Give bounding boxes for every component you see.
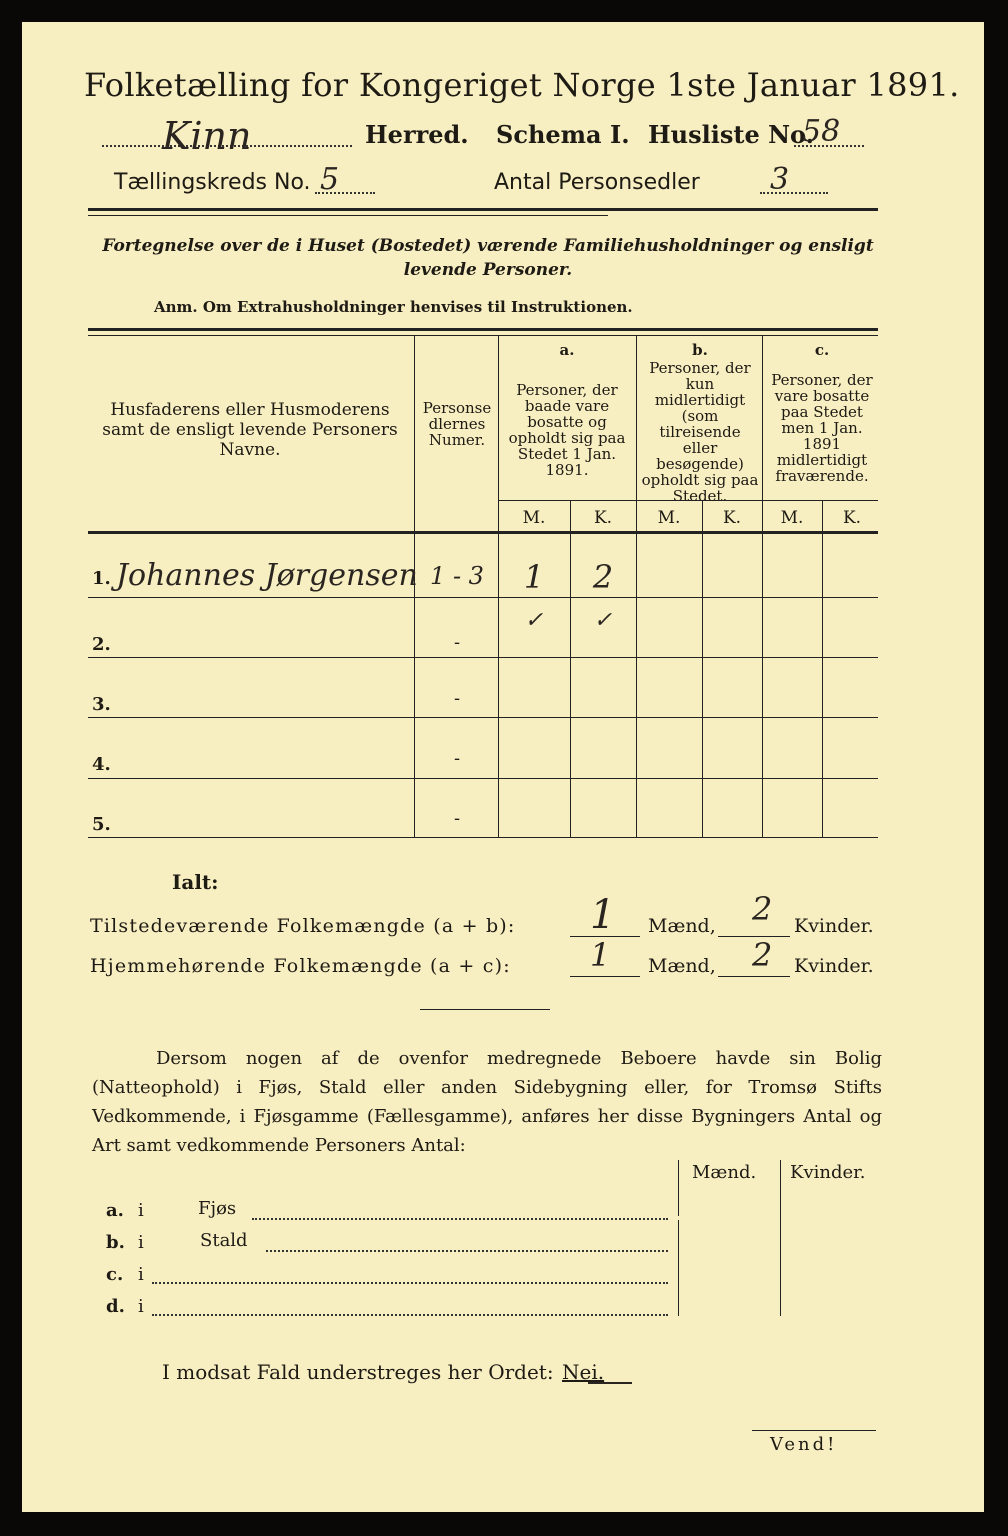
- col-name-header: Husfaderens eller Husmoderens samt de ensligt levende Personers Navne.: [102, 400, 398, 460]
- buildings-text: Dersom nogen af de ovenfor medregnede Beboere havde sin Bolig (Natteophold) i Fjøs, Stald eller anden Sidebygning eller, for Tromsø Stifts Vedkommende, i Fjøsgamme (Fællesgamme), anføres her disse Bygningers Antal og Art samt vedkommende Personers Antal:: [92, 1048, 882, 1156]
- table-header-bottom-rule: [88, 531, 878, 534]
- col-sep-2: [498, 335, 499, 837]
- vend-text: Vend!: [770, 1434, 838, 1455]
- building-b-dots: [266, 1250, 668, 1252]
- antal-label: Antal Personsedler: [494, 170, 700, 195]
- husliste-label: Husliste No.: [648, 120, 814, 149]
- b-m-header: M.: [657, 508, 681, 528]
- building-d-letter: d.: [106, 1296, 125, 1317]
- buildings-sep-1: [678, 1160, 679, 1216]
- row-4-rule: [88, 778, 878, 779]
- building-a-i: i: [138, 1200, 144, 1221]
- schema-label: Schema I.: [496, 120, 630, 149]
- building-a-label: Fjøs: [198, 1198, 237, 1219]
- totals-line-1-k: 2: [752, 890, 773, 928]
- kreds-value: 5: [320, 162, 340, 197]
- building-d-i: i: [138, 1296, 144, 1317]
- row-5-rule: [88, 837, 878, 838]
- totals-line-2-m: 1: [590, 936, 611, 974]
- section-divider: [420, 1009, 550, 1010]
- totals-line-1-maend: Mænd,: [648, 915, 716, 937]
- kreds-label: Tællingskreds No.: [114, 170, 311, 195]
- row-4-num: -: [453, 748, 461, 769]
- col-sep-3: [636, 335, 637, 837]
- building-c-dots: [152, 1282, 668, 1284]
- totals-line-2-kvinder: Kvinder.: [794, 955, 874, 977]
- col-a-header: Personer, der baade vare bosatte og opholdt sig paa Stedet 1 Jan. 1891.: [508, 381, 626, 479]
- row-5-num: -: [453, 808, 461, 829]
- intro-note: Anm. Om Extrahusholdninger henvises til Instruktionen.: [154, 298, 633, 316]
- row-3-number: 3.: [92, 694, 111, 715]
- row-1-a-k: 2: [592, 558, 614, 596]
- totals-line-1-label: Tilstedeværende Folkemængde (a + b):: [90, 915, 516, 937]
- building-c-i: i: [138, 1264, 144, 1285]
- modsat-text: I modsat Fald understreges her Ordet:: [162, 1360, 554, 1384]
- row-2-a-k: ✓: [593, 608, 613, 633]
- husliste-value: 58: [802, 114, 841, 149]
- row-1-name: Johannes Jørgensen: [116, 558, 418, 593]
- totals-line-1-kvinder: Kvinder.: [794, 915, 874, 937]
- a-k-header: K.: [593, 508, 613, 528]
- row-2-num: -: [453, 632, 461, 653]
- table-top-rule-thin: [88, 335, 878, 336]
- census-form: [22, 22, 984, 1512]
- mk-rule: [498, 500, 878, 501]
- building-b-i: i: [138, 1232, 144, 1253]
- nei-underline-stroke: [588, 1382, 632, 1384]
- col-a-letter: a.: [559, 341, 575, 359]
- col-sep-4: [762, 335, 763, 837]
- line2-m-blank: [570, 976, 640, 977]
- c-m-header: M.: [780, 508, 804, 528]
- building-b-letter: b.: [106, 1232, 125, 1253]
- col-b-header: Personer, der kun midlertidigt (som tilreisende eller besøgende) opholdt sig paa Stedet.: [641, 359, 759, 505]
- building-b-end: [678, 1230, 679, 1316]
- building-a-letter: a.: [106, 1200, 124, 1221]
- row-3-rule: [88, 717, 878, 718]
- vend-rule: [752, 1430, 876, 1431]
- row-4-number: 4.: [92, 754, 111, 775]
- a-m-header: M.: [522, 508, 546, 528]
- col-sep-a-mk: [570, 500, 571, 837]
- ialt-label: Ialt:: [172, 870, 219, 894]
- col-c-header: Personer, der vare bosatte paa Stedet men 1 Jan. 1891 midlertidigt fraværende.: [771, 371, 873, 485]
- antal-value: 3: [770, 162, 790, 197]
- b-k-header: K.: [722, 508, 742, 528]
- col-sep-c-mk: [822, 500, 823, 837]
- row-1-rule: [88, 597, 878, 598]
- header-rule-thin: [88, 215, 608, 216]
- col-c-letter: c.: [814, 341, 830, 359]
- row-2-number: 2.: [92, 634, 111, 655]
- building-c-letter: c.: [106, 1264, 124, 1285]
- building-b-label: Stald: [200, 1230, 248, 1251]
- form-title: Folketælling for Kongeriget Norge 1ste Januar 1891.: [84, 66, 960, 104]
- herred-label: Herred.: [365, 120, 469, 149]
- line2-k-blank: [718, 976, 790, 977]
- row-5-number: 5.: [92, 814, 111, 835]
- buildings-sep-2: [780, 1160, 781, 1316]
- totals-line-2-k: 2: [752, 936, 773, 974]
- buildings-col-maend: Mænd.: [692, 1162, 757, 1183]
- row-2-rule: [88, 657, 878, 658]
- nei-word: Nei.: [562, 1360, 605, 1384]
- totals-line-2-maend: Mænd,: [648, 955, 716, 977]
- row-1-a-m: 1: [523, 558, 545, 596]
- totals-line-2-label: Hjemmehørende Folkemængde (a + c):: [90, 955, 511, 977]
- col-b-letter: b.: [692, 341, 708, 359]
- c-k-header: K.: [842, 508, 862, 528]
- totals-line-1-m: 1: [590, 892, 616, 938]
- herred-value: Kinn: [162, 114, 252, 158]
- buildings-col-kvinder: Kvinder.: [790, 1162, 866, 1183]
- building-d-dots: [152, 1314, 668, 1316]
- building-a-dots: [252, 1218, 668, 1220]
- intro-heading: Fortegnelse over de i Huset (Bostedet) værende Familiehusholdninger og ensligt levende Personer.: [102, 236, 874, 280]
- header-rule: [88, 208, 878, 211]
- row-2-a-m: ✓: [524, 608, 544, 633]
- table-top-rule: [88, 328, 878, 331]
- row-1-number: 1.: [92, 568, 111, 589]
- row-3-num: -: [453, 688, 461, 709]
- row-1-num: 1 - 3: [430, 562, 484, 590]
- col-num-header: Personsedlernes Numer.: [422, 399, 492, 449]
- col-sep-b-mk: [702, 500, 703, 837]
